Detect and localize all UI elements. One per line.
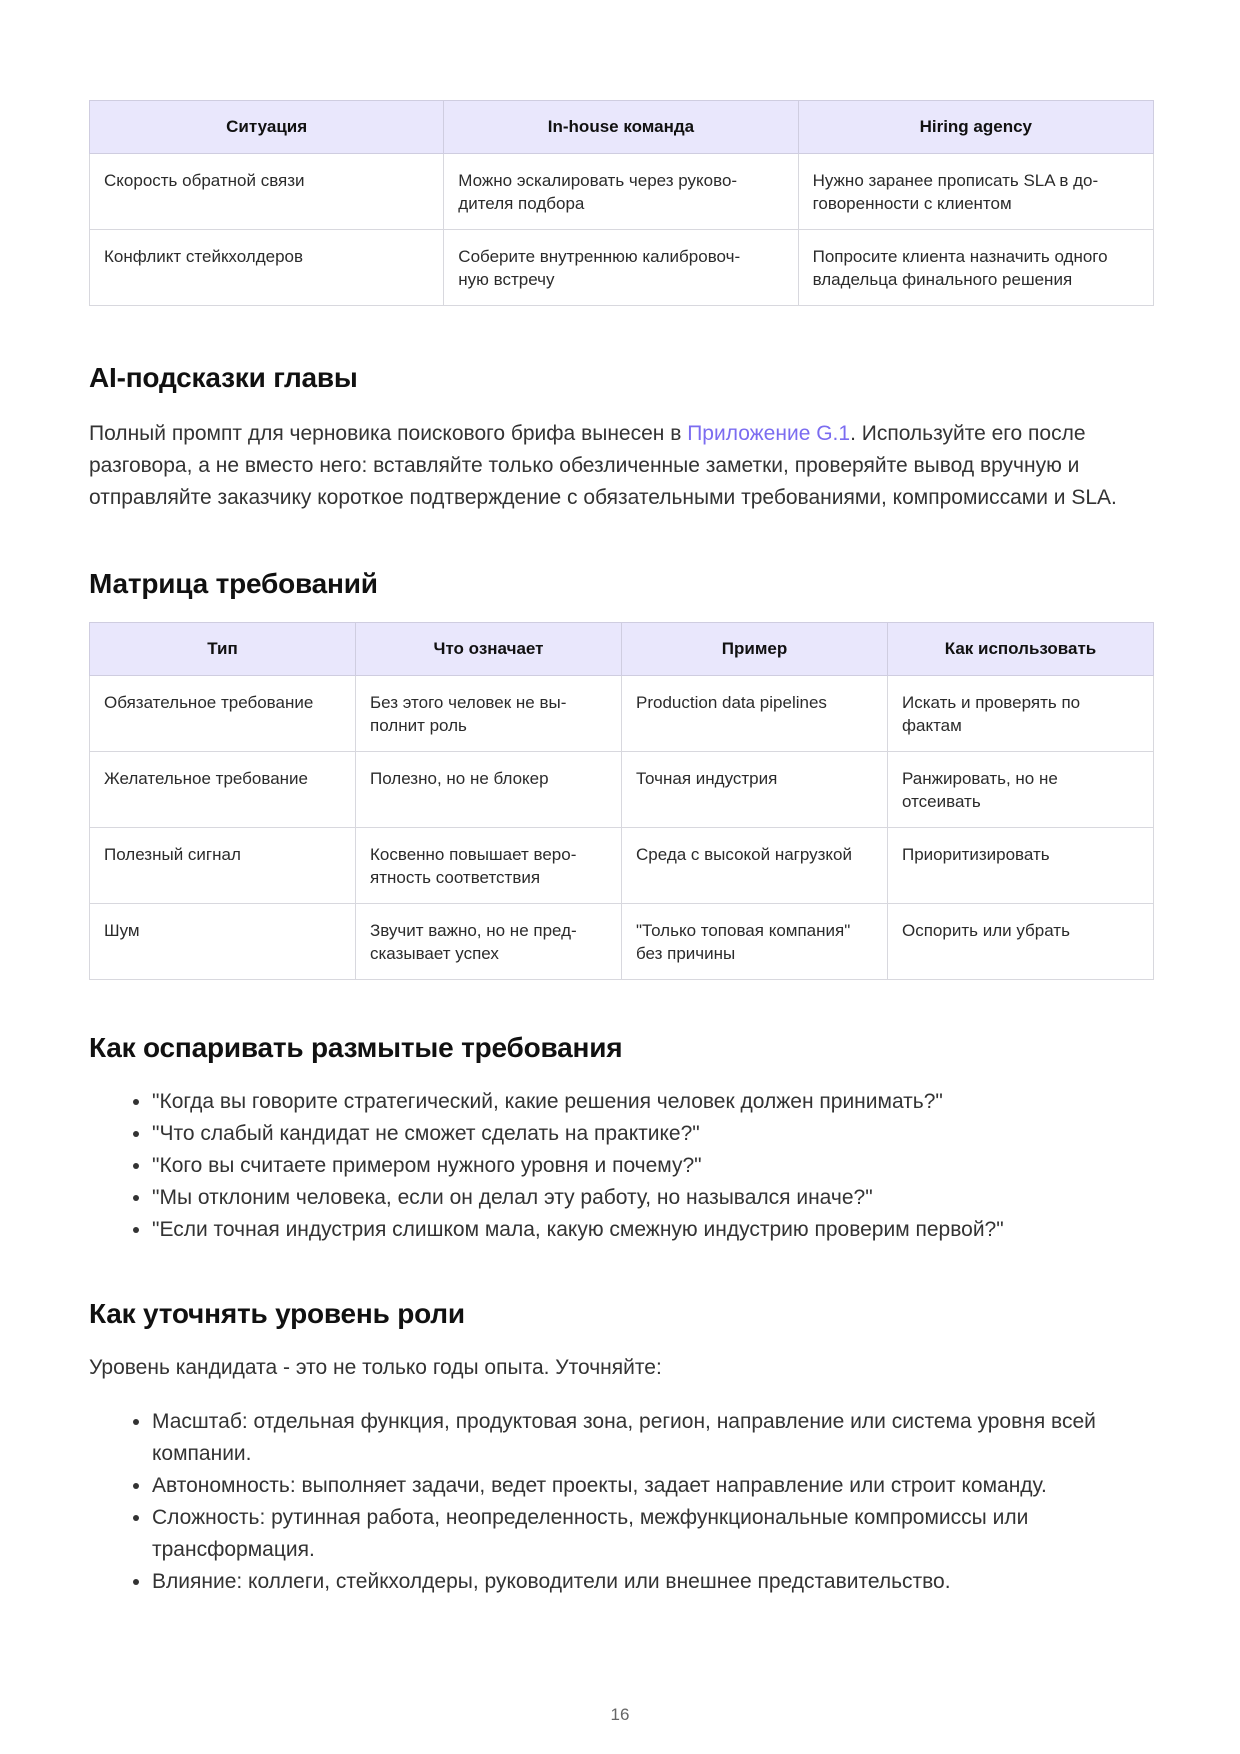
table-row: [90, 904, 1154, 980]
requirements-matrix-table: [89, 622, 1154, 980]
paragraph-text: . Используйте его после разговора, а не вместо него: вставляйте только обезличенные заметки, проверяйте вывод вручную и отправляйте заказчику короткое подтверждение с обязательными требованиями, компромиссами и SLA.: [89, 422, 1117, 509]
table-header-row: [90, 101, 1154, 154]
table-cell: Можно эскалировать через руково- дителя подбора: [444, 154, 798, 230]
table-cell: Желательное требование: [90, 752, 356, 828]
table-cell: Обязательное требование: [90, 676, 356, 752]
table-cell: Скорость обратной связи: [90, 154, 444, 230]
page-content: [89, 100, 1154, 1598]
page-number: 16: [610, 1705, 630, 1724]
table-cell: Нужно заранее прописать SLA в до- говоренности с клиентом: [798, 154, 1153, 230]
table-cell: Звучит важно, но не пред- сказывает успех: [356, 904, 622, 980]
table-cell: Точная индустрия: [622, 752, 888, 828]
section-heading: Матрица требований: [89, 568, 378, 599]
list-item: • "Кого вы считаете примером нужного уровня и почему?": [152, 1150, 1154, 1182]
challenge-question-list: [89, 1086, 1154, 1246]
paragraph-text: Полный промпт для черновика поискового брифа вынесен в: [89, 422, 688, 445]
table-cell: Без этого человек не вы- полнит роль: [356, 676, 622, 752]
table-cell: "Только топовая компания" без причины: [622, 904, 888, 980]
section-heading: Как уточнять уровень роли: [89, 1298, 465, 1329]
table-cell: Ранжировать, но не отсеивать: [888, 752, 1154, 828]
list-item: • Автономность: выполняет задачи, ведет проекты, задает направление или строит команду.: [152, 1470, 1154, 1502]
table-cell: Попросите клиента назначить одного владельца финального решения: [798, 230, 1153, 306]
section-paragraph: [89, 418, 1154, 514]
section-intro: Уровень кандидата - это не только годы опыта. Уточняйте:: [89, 1356, 662, 1379]
role-level-list: [89, 1406, 1154, 1598]
section-heading: Как оспаривать размытые требования: [89, 1032, 623, 1063]
list-item: • "Когда вы говорите стратегический, какие решения человек должен принимать?": [152, 1086, 1154, 1118]
table-header-cell: In-house команда: [444, 101, 798, 154]
table-header-row: [90, 623, 1154, 676]
list-item: • Масштаб: отдельная функция, продуктовая зона, регион, направление или система уровня всей компании.: [152, 1406, 1154, 1470]
section-heading: AI-подсказки главы: [89, 362, 358, 393]
table-cell: Среда с высокой нагрузкой: [622, 828, 888, 904]
table-cell: Оспорить или убрать: [888, 904, 1154, 980]
comparison-table: [89, 100, 1154, 306]
table-cell: Косвенно повышает веро- ятность соответствия: [356, 828, 622, 904]
table-row: [90, 676, 1154, 752]
table-cell: Искать и проверять по фактам: [888, 676, 1154, 752]
table-row: [90, 752, 1154, 828]
table-row: [90, 230, 1154, 306]
table-cell: Полезно, но не блокер: [356, 752, 622, 828]
table-cell: Приоритизировать: [888, 828, 1154, 904]
table-cell: Полезный сигнал: [90, 828, 356, 904]
table-cell: Шум: [90, 904, 356, 980]
list-item: • "Мы отклоним человека, если он делал эту работу, но назывался иначе?": [152, 1182, 1154, 1214]
list-item: • "Если точная индустрия слишком мала, какую смежную индустрию проверим первой?": [152, 1214, 1154, 1246]
table-header-cell: Что означает: [356, 623, 622, 676]
table-header-cell: Ситуация: [90, 101, 444, 154]
table-header-cell: Hiring agency: [798, 101, 1153, 154]
appendix-link[interactable]: Приложение G.1: [687, 422, 851, 445]
table-cell: Конфликт стейкхолдеров: [90, 230, 444, 306]
list-item: • "Что слабый кандидат не сможет сделать на практике?": [152, 1118, 1154, 1150]
table-header-cell: Как использовать: [888, 623, 1154, 676]
table-cell: Соберите внутреннюю калибровоч- ную встречу: [444, 230, 798, 306]
table-header-cell: Тип: [90, 623, 356, 676]
table-header-cell: Пример: [622, 623, 888, 676]
list-item: • Влияние: коллеги, стейкхолдеры, руководители или внешнее представительство.: [152, 1566, 1154, 1598]
table-row: [90, 828, 1154, 904]
table-cell: Production data pipelines: [622, 676, 888, 752]
list-item: • Сложность: рутинная работа, неопределенность, межфункциональные компромиссы или трансформация.: [152, 1502, 1154, 1566]
table-row: [90, 154, 1154, 230]
